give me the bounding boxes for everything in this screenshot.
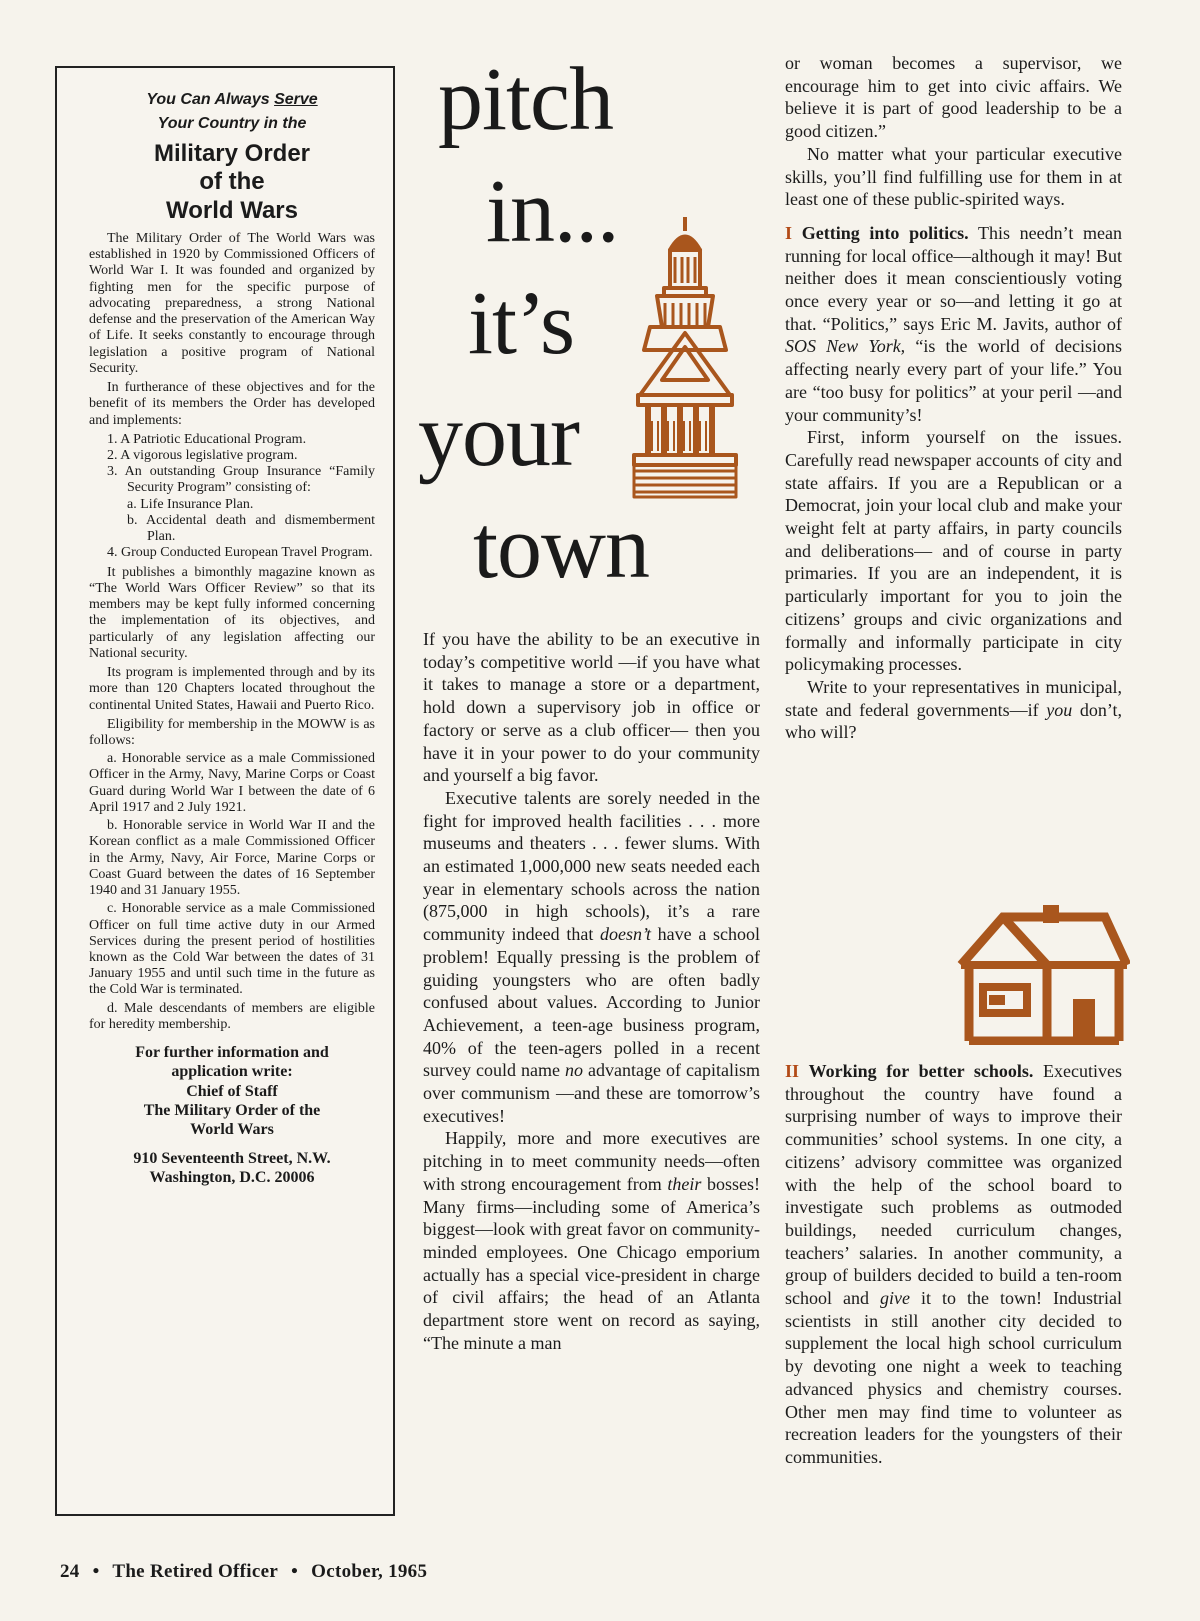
footer-bullet: • bbox=[92, 1561, 100, 1582]
kicker-underlined-word: Serve bbox=[274, 91, 318, 108]
headline-word: it’s bbox=[468, 274, 575, 373]
emphasis: no bbox=[565, 1060, 584, 1081]
article-paragraph bbox=[423, 1127, 760, 1354]
eligibility-item: b. Honorable service in World War II and the Korean conflict as a male Commissioned Officer in the Army, Navy, Air Force, Marine Corps or Coast Guard between the dates of 16 September 1940 and 31 January 1955. bbox=[89, 818, 375, 899]
section-number: I bbox=[785, 222, 793, 243]
eligibility-item: a. Honorable service as a male Commissioned Officer in the Army, Navy, Marine Corps or Coast Guard during World War I between the date of 6 April 1917 and 2 July 1921. bbox=[89, 751, 375, 815]
text-span: bosses! Many firms—including some of America’s biggest—look with great favor on community-minded employees. One Chicago emporium actually has a special vice-president in charge of civil affairs; the head of an Atlanta department store went on record as saying, “The minute a man bbox=[423, 1173, 761, 1353]
headline-word: town bbox=[473, 498, 649, 597]
headline-word: in... bbox=[486, 162, 619, 261]
sidebar-paragraph: Its program is implemented through and by its more than 120 Chapters located throughout the continental United States, Hawaii and Puerto Rico. bbox=[89, 665, 375, 713]
contact-city: Washington, D.C. 20006 bbox=[149, 1169, 315, 1187]
article-paragraph: No matter what your particular executive skills, you’ll find fulfilling use for them in at least one of these public-spirited ways. bbox=[785, 143, 1122, 210]
house-icon bbox=[955, 903, 1130, 1045]
contact-line: World Wars bbox=[190, 1120, 274, 1138]
moww-sidebar-box bbox=[55, 66, 395, 1516]
article-paragraph bbox=[423, 787, 760, 1128]
headline-word: your bbox=[418, 386, 579, 485]
contact-block bbox=[89, 1043, 375, 1187]
sidebar-paragraph: The Military Order of The World Wars was established in 1920 by Commissioned Officers of World War I. It was founded and organized by fighting men for the specific purpose of advocating preparedness, a strong National defense and the preservation of the American Way of Life. It seeks constantly to encourage through legislation a positive program of National Security. bbox=[89, 230, 375, 376]
sidebar-paragraph: In furtherance of these objectives and for the benefit of its members the Order has developed and implements: bbox=[89, 380, 375, 428]
list-item: b. Accidental death and dismemberment Plan. bbox=[127, 512, 375, 545]
sidebar-body bbox=[89, 231, 375, 1033]
article-column-1 bbox=[423, 628, 760, 1355]
text-span: Write to your representatives in municipal, state and federal governments—if bbox=[785, 676, 1122, 720]
page-footer bbox=[60, 1561, 435, 1583]
footer-bullet: • bbox=[291, 1561, 299, 1582]
kicker-line-2: Your Country in the bbox=[157, 115, 307, 132]
list-item: 1. A Patriotic Educational Program. bbox=[107, 431, 307, 447]
list-item: 2. A vigorous legislative program. bbox=[107, 447, 298, 463]
town-hall-tower-icon bbox=[630, 215, 740, 515]
text-span: don’t, who will? bbox=[785, 699, 1123, 743]
section-schools bbox=[785, 1060, 1122, 1469]
article-paragraph bbox=[785, 676, 1122, 744]
title-line-2: of the bbox=[199, 168, 265, 196]
sidebar-title bbox=[89, 140, 375, 225]
article-column-2-lower bbox=[785, 1060, 1122, 1469]
article-paragraph: If you have the ability to be an executive in today’s competitive world —if you have what it takes to manage a store or a department, hold down a supervisory job in office or factory or serve as a club officer— then you have it in your power to do your community and yourself a big favor. bbox=[423, 629, 760, 786]
emphasis: doesn’t bbox=[600, 924, 651, 945]
section-heading: Getting into politics. bbox=[801, 222, 969, 243]
emphasis: you bbox=[1046, 699, 1073, 720]
text-span: This needn’t mean running for local office—although it may! But neither does it mean conscientiously voting once every year or so—and letting it go at that. “Politics,” says Eric M. Javits, author of bbox=[785, 222, 1122, 334]
article-paragraph: or woman becomes a supervisor, we encourage him to get into civic affairs. We believe it is part of good leadership to be a good citizen.” bbox=[785, 53, 1122, 142]
kicker-text: You Can Always bbox=[146, 91, 275, 108]
text-span: “is the world of decisions affecting nearly every part of your life.” You are “too busy for politics” at your peril —and your community’s! bbox=[785, 336, 1122, 425]
list-item: a. Life Insurance Plan. bbox=[127, 496, 254, 512]
eligibility-item: c. Honorable service as a male Commissioned Officer on full time active duty in our Armed Services during the present period of hostilities known as the Cold War between the dates of 31 January 1955 and until such time in the future as the Cold War is terminated. bbox=[89, 901, 375, 998]
list-item: 4. Group Conducted European Travel Program. bbox=[107, 545, 373, 561]
section-number: II bbox=[785, 1061, 800, 1081]
contact-line: Chief of Staff bbox=[186, 1082, 278, 1100]
page-number: 24 bbox=[60, 1561, 80, 1582]
text-span: Happily, more and more executives are pitching in to meet community needs—often with strong encouragement from bbox=[423, 1128, 760, 1194]
emphasis: SOS New York, bbox=[785, 336, 906, 357]
headline-word: pitch bbox=[438, 50, 613, 149]
text-span: Executive talents are sorely needed in the fight for improved health facilities . . . more museums and theaters . . . fewer slums. With an estimated 1,000,000 new seats needed each year in elementary schools across the nation (875,000 in high schools), it’s a rare community indeed that bbox=[423, 787, 760, 945]
emphasis: give bbox=[880, 1288, 910, 1309]
sidebar-kicker bbox=[89, 88, 375, 136]
list-item: 3. An outstanding Group Insurance “Family Security Program” consisting of: bbox=[107, 464, 375, 496]
eligibility-item: d. Male descendants of members are eligible for heredity membership. bbox=[89, 1000, 375, 1032]
title-line-1: Military Order bbox=[153, 140, 311, 167]
section-politics bbox=[785, 222, 1122, 426]
magazine-title: The Retired Officer bbox=[112, 1561, 279, 1582]
article-column-2 bbox=[785, 52, 1122, 744]
contact-line: For further information and bbox=[135, 1044, 329, 1062]
programs-list bbox=[107, 432, 375, 562]
text-span: advantage of capitalism over communism —and these are tomorrow’s executives! bbox=[423, 1060, 760, 1126]
title-line-3: World Wars bbox=[165, 196, 298, 224]
contact-line: The Military Order of the bbox=[143, 1101, 321, 1119]
eligibility-section bbox=[89, 717, 375, 1033]
article-paragraph: First, inform yourself on the issues. Carefully read newspaper accounts of city and state affairs. If you are a Republican or a Democrat, join your local club and make your weight felt at party affairs, in party councils and deliberations— and of course in party primaries. If you are an independent, it is particularly important for you to join the citizens’ groups and civic organizations and formally and informally participate in city policymaking processes. bbox=[785, 427, 1122, 675]
contact-address: 910 Seventeenth Street, N.W. bbox=[133, 1150, 331, 1168]
emphasis: their bbox=[667, 1173, 702, 1194]
text-span: Executives throughout the country have found a surprising number of ways to improve their communities’ school systems. In one city, a citizens’ advisory committee was organized with the help of the school board to investigate such problems as outmoded buildings, needed curriculum changes, teachers’ salaries. In another community, a group of builders decided to build a ten-room school and bbox=[785, 1061, 1122, 1309]
section-heading: Working for better schools. bbox=[808, 1061, 1034, 1081]
contact-line: application write: bbox=[171, 1063, 293, 1081]
issue-date: October, 1965 bbox=[311, 1561, 428, 1582]
sidebar-paragraph: It publishes a bimonthly magazine known as “The World Wars Officer Review” so that its members may be kept fully informed concerning the implementation of its objectives, and particularly of any legislation affecting our National security. bbox=[89, 564, 375, 661]
sidebar-paragraph: Eligibility for membership in the MOWW is as follows: bbox=[89, 716, 375, 748]
text-span: have a school problem! Equally pressing is the problem of guiding youngsters who are often badly confused about values. According to Junior Achievement, a teen-age business program, 40% of the teen-agers polled in a recent survey could name bbox=[423, 924, 760, 1081]
text-span: it to the town! Industrial scientists in still another city decided to supplement the local high school curriculum by devoting one night a week to teaching advanced physics and chemistry courses. Other men may find time to volunteer as recreation leaders for the youngsters of their communities. bbox=[785, 1288, 1122, 1467]
